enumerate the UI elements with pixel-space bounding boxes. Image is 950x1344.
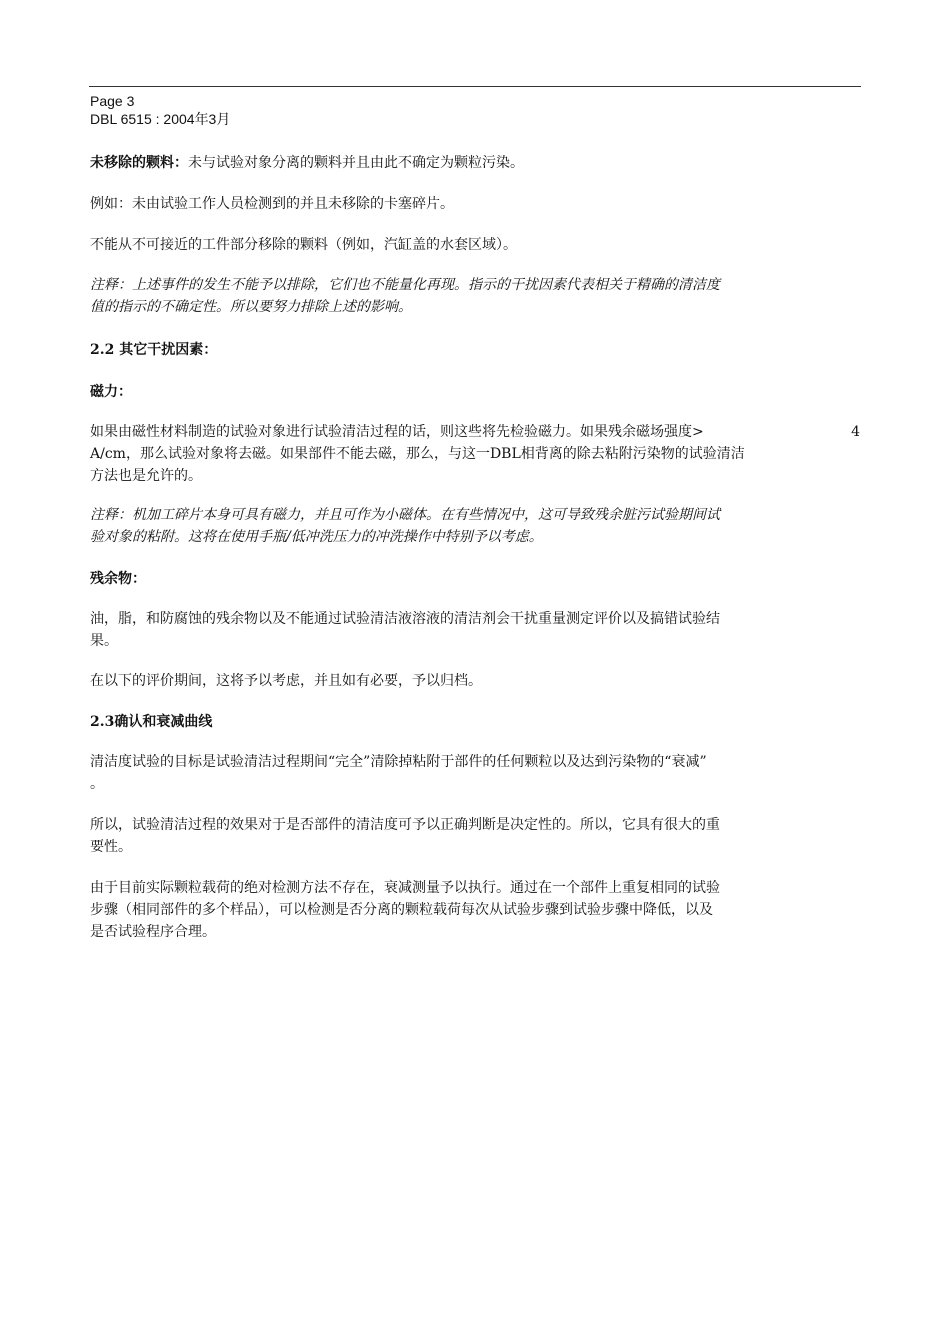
goal-line-2: 。 bbox=[90, 776, 104, 792]
section-heading-2-2: 2.2 其它干扰因素： bbox=[90, 342, 218, 358]
document-reference: DBL 6515 : 2004年3月 bbox=[90, 111, 231, 127]
cleaning-effect-paragraph bbox=[90, 814, 860, 858]
effect-line-2: 要性。 bbox=[90, 839, 132, 855]
note-paragraph-1 bbox=[90, 274, 860, 318]
method-line-1: 由于目前实际颗粒载荷的绝对检测方法不存在，衰减测量予以执行。通过在一个部件上重复相同的试验 bbox=[90, 880, 720, 896]
note-1-line-2: 值的指示的不确定性。所以要努力排除上述的影响。 bbox=[90, 299, 412, 315]
magnetism-line-1-text: 如果由磁性材料制造的试验对象进行试验清洁过程的话，则这些将先检验磁力。如果残余磁场强度> bbox=[90, 424, 704, 440]
example-paragraph-2: 不能从不可接近的工件部分移除的颗料（例如，汽缸盖的水套区域）。 bbox=[90, 237, 517, 253]
effect-line-1: 所以，试验清洁过程的效果对于是否部件的清洁度可予以正确判断是决定性的。所以，它具有很大的重 bbox=[90, 817, 720, 833]
residue-documentation-paragraph: 在以下的评价期间，这将予以考虑，并且如有必要，予以归档。 bbox=[90, 673, 482, 689]
page-number: Page 3 bbox=[90, 93, 135, 109]
header-divider bbox=[89, 86, 861, 87]
example-paragraph-1: 例如：未由试验工作人员检测到的并且未移除的卡塞碎片。 bbox=[90, 196, 454, 212]
goal-line-1: 清洁度试验的目标是试验清洁过程期间“完全”清除掉粘附于部件的任何颗粒以及达到污染物的“衰减” bbox=[90, 754, 707, 770]
magnetism-line-3: 方法也是允许的。 bbox=[90, 468, 202, 484]
note-1-line-1: 注释：上述事件的发生不能予以排除，它们也不能量化再现。指示的干扰因素代表相关于精确的清洁度 bbox=[90, 277, 720, 293]
unremoved-particles-term: 未移除的颗料： bbox=[90, 155, 188, 171]
method-line-2: 步骤（相同部件的多个样品），可以检测是否分离的颗粒载荷每次从试验步骤到试验步骤中降低，以及 bbox=[90, 902, 713, 918]
subheading-magnetism: 磁力： bbox=[90, 384, 132, 400]
unremoved-particles-definition: 未与试验对象分离的颗料并且由此不确定为颗粒污染。 bbox=[188, 155, 524, 171]
cleanliness-goal-paragraph bbox=[90, 751, 860, 795]
note-2-line-2: 验对象的粘附。这将在使用手瓶/低冲洗压力的冲洗操作中特别予以考虑。 bbox=[90, 529, 543, 545]
method-line-3: 是否试验程序合理。 bbox=[90, 924, 216, 940]
magnetism-line-2: A/cm，那么试验对象将去磁。如果部件不能去磁，那么，与这一DBL相背离的除去粘附污染物的试验清洁 bbox=[90, 446, 745, 462]
magnetism-paragraph bbox=[90, 421, 860, 487]
residue-line-2: 果。 bbox=[90, 633, 118, 649]
decay-measurement-paragraph bbox=[90, 877, 860, 943]
subheading-residues: 残余物： bbox=[90, 571, 146, 587]
residue-line-1: 油，脂，和防腐蚀的残余物以及不能通过试验清洁液溶液的清洁剂会干扰重量测定评价以及搞错试验结 bbox=[90, 611, 720, 627]
magnetism-line-1-value: 4 bbox=[851, 424, 860, 440]
magnetism-line-1 bbox=[90, 421, 860, 443]
residue-paragraph bbox=[90, 608, 860, 652]
unremoved-particles-paragraph bbox=[90, 152, 860, 174]
note-2-line-1: 注释：机加工碎片本身可具有磁力，并且可作为小磁体。在有些情况中，这可导致残余脏污试验期间试 bbox=[90, 507, 720, 523]
note-paragraph-2 bbox=[90, 504, 860, 548]
page-header bbox=[90, 92, 230, 128]
section-heading-2-3: 2.3确认和衰减曲线 bbox=[90, 714, 213, 730]
